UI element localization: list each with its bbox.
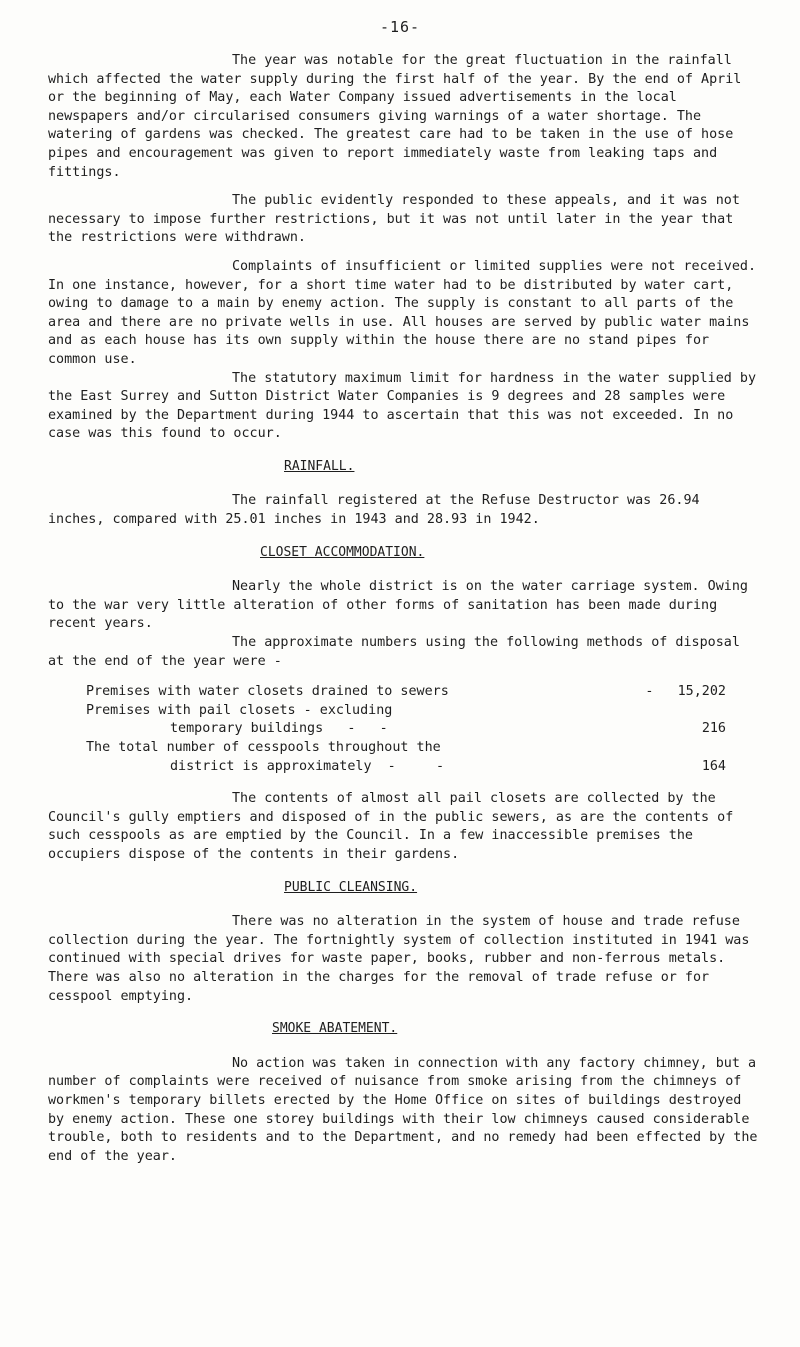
- paragraph-public-cleansing: There was no alteration in the system of house and trade refuse collection during the year. The fortnightly system of collection instituted in 1941 was continued with special drives for waste paper, books, rubber and non-ferrous metals. There was also no alteration in the charges for the removal of trade refuse or for cesspool emptying.: [48, 914, 750, 1004]
- row-label: Premises with water closets drained to sewers: [86, 684, 449, 700]
- disposal-table: [86, 683, 726, 776]
- table-row: [86, 739, 726, 758]
- paragraph-water-carriage: Nearly the whole district is on the water carriage system. Owing to the war very little alteration of other forms of sanitation has been made during recent years.: [48, 579, 748, 632]
- row-label: Premises with pail closets - excluding: [86, 702, 393, 718]
- heading-public-cleansing: PUBLIC CLEANSING.: [284, 879, 418, 895]
- document-body: [48, 52, 760, 1176]
- page-number: -16-: [379, 18, 421, 36]
- table-row: [86, 720, 726, 739]
- heading-rainfall: RAINFALL.: [284, 458, 355, 474]
- row-label: district is approximately - -: [170, 758, 445, 774]
- row-label: temporary buildings - -: [170, 721, 388, 737]
- paragraph-water-shortage: The year was notable for the great fluctuation in the rainfall which affected the water supply during the first half of the year. By the end of April or the beginning of May, each Water Company issued advertisements in the local newspapers and/or circularised consumers giving warnings of a water shortage. The watering of gardens was checked. The greatest care had to be taken in the use of hose pipes and encouragement was given to report immediately waste from leaking taps and fittings.: [48, 53, 742, 180]
- table-row: [86, 702, 726, 721]
- paragraph-supply-complaints: Complaints of insufficient or limited supplies were not received. In one instance, however, for a short time water had to be distributed by water cart, owing to damage to a main by enemy action. The supply is constant to all parts of the area and there are no private wells in use. All houses are served by public water mains and as each house has its own supply within the house there are no stand pipes for common use.: [48, 258, 757, 367]
- paragraph-hardness-limit: The statutory maximum limit for hardness in the water supplied by the East Surrey and Sutton District Water Companies is 9 degrees and 28 samples were examined by the Department during 1944 to ascertain that this was not exceeded. In no case was this found to occur.: [48, 370, 757, 442]
- paragraph-disposal-methods: The approximate numbers using the following methods of disposal at the end of the year were -: [48, 635, 740, 669]
- table-row: [86, 758, 726, 777]
- table-row: [86, 683, 726, 702]
- heading-smoke-abatement: SMOKE ABATEMENT.: [272, 1021, 398, 1037]
- row-value: 216: [701, 721, 726, 737]
- paragraph-rainfall: The rainfall registered at the Refuse Destructor was 26.94 inches, compared with 25.01 inches in 1943 and 28.93 in 1942.: [48, 493, 700, 528]
- row-value: 164: [701, 758, 726, 774]
- heading-closet-accommodation: CLOSET ACCOMMODATION.: [260, 544, 425, 560]
- row-label: The total number of cesspools throughout the: [86, 740, 441, 755]
- row-value: - 15,202: [645, 684, 726, 700]
- paragraph-public-response: The public evidently responded to these appeals, and it was not necessary to impose further restrictions, but it was not until later in the year that the restrictions were withdrawn.: [48, 193, 740, 246]
- paragraph-smoke-abatement: No action was taken in connection with any factory chimney, but a number of complaints were received of nuisance from smoke arising from the chimneys of workmen's temporary billets erected by the Home Office on sites of buildings destroyed by enemy action. These one storey buildings with their low chimneys caused considerable trouble, both to residents and to the Department, and no remedy had been effected by the end of the year.: [48, 1055, 758, 1164]
- paragraph-pail-closets: The contents of almost all pail closets are collected by the Council's gully emptiers and disposed of in the public sewers, as are the contents of such cesspools as are emptied by the Council. In a few inaccessible premises the occupiers dispose of the contents in their gardens.: [48, 791, 734, 862]
